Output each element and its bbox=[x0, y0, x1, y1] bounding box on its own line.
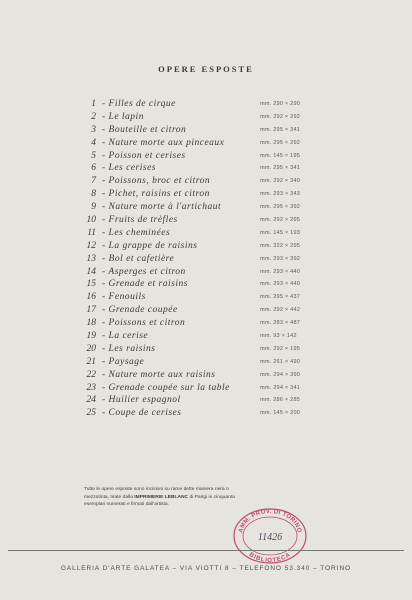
work-title-text: Poissons, broc et citron bbox=[108, 176, 211, 187]
work-title-text: Coupe de cerises bbox=[108, 408, 182, 419]
work-dimensions: mm. 292 × 340 bbox=[260, 178, 301, 185]
work-title-text: Fruits de trèfles bbox=[108, 215, 178, 226]
work-title bbox=[102, 201, 221, 214]
work-dimensions: mm. 283 × 487 bbox=[260, 320, 301, 327]
work-title bbox=[102, 304, 178, 317]
work-number: 11 bbox=[87, 227, 96, 238]
work-title bbox=[102, 175, 210, 188]
work-title bbox=[102, 382, 230, 395]
work-title-text: Grenade coupée sur la table bbox=[108, 382, 230, 393]
work-row bbox=[86, 317, 326, 330]
work-row bbox=[86, 201, 326, 214]
work-title-text: Grenade coupée bbox=[108, 305, 178, 316]
work-title bbox=[102, 150, 186, 163]
work-title-text: Grenade et raisins bbox=[108, 279, 188, 290]
work-row bbox=[86, 394, 326, 407]
printer-name: IMPRIMERIE LEBLANC bbox=[134, 494, 189, 500]
note-line-2-end: di Parigi in cinquanta bbox=[188, 494, 235, 500]
work-dimensions: mm. 292 × 292 bbox=[260, 113, 301, 120]
work-dimensions: mm. 294 × 390 bbox=[260, 371, 301, 378]
work-dimensions: mm. 145 × 200 bbox=[260, 410, 301, 417]
work-row bbox=[86, 278, 326, 291]
work-row bbox=[86, 356, 326, 369]
works-list bbox=[86, 98, 326, 420]
work-dimensions: mm. 93 × 142 bbox=[260, 333, 297, 340]
work-title-text: Poissons et citron bbox=[108, 318, 186, 329]
work-row bbox=[86, 343, 326, 356]
work-number: 2 bbox=[91, 111, 96, 122]
work-number: 10 bbox=[86, 215, 96, 226]
work-title-text: Nature morte aux pinceaux bbox=[108, 137, 225, 148]
work-number: 12 bbox=[86, 240, 96, 251]
work-title bbox=[102, 240, 197, 253]
work-title bbox=[102, 253, 174, 266]
work-dimensions: mm. 293 × 343 bbox=[260, 191, 301, 198]
work-dimensions: mm. 322 × 295 bbox=[260, 242, 301, 249]
work-dimensions: mm. 145 × 195 bbox=[260, 152, 301, 159]
work-number: 9 bbox=[91, 202, 96, 213]
work-title bbox=[102, 137, 224, 150]
work-separator: - bbox=[102, 124, 106, 135]
work-separator: - bbox=[102, 150, 106, 161]
work-separator: - bbox=[102, 408, 106, 419]
work-separator: - bbox=[102, 292, 106, 303]
work-dimensions: mm. 295 × 392 bbox=[260, 204, 301, 211]
work-dimensions: mm. 293 × 392 bbox=[260, 255, 301, 262]
work-title-text: Paysage bbox=[108, 356, 145, 367]
note-line-1: Tutte le opere esposte sono incisioni su rame dette maniera nera o bbox=[84, 487, 229, 492]
work-title bbox=[102, 291, 146, 304]
work-row bbox=[86, 330, 326, 343]
work-number: 6 bbox=[91, 163, 96, 174]
work-separator: - bbox=[102, 215, 106, 226]
work-separator: - bbox=[102, 253, 106, 264]
work-number: 14 bbox=[86, 266, 96, 277]
work-number: 20 bbox=[86, 343, 96, 354]
work-separator: - bbox=[102, 189, 106, 200]
work-row bbox=[86, 175, 326, 188]
work-row bbox=[86, 227, 326, 240]
work-row bbox=[86, 291, 326, 304]
stamp-top-text: AMM. PROV. DI TORINO bbox=[238, 508, 302, 534]
work-number: 1 bbox=[91, 99, 96, 109]
work-row bbox=[86, 98, 326, 111]
work-title bbox=[102, 343, 156, 356]
work-dimensions: mm. 295 × 437 bbox=[260, 294, 301, 301]
work-title bbox=[102, 111, 144, 124]
work-title bbox=[102, 369, 215, 382]
work-title bbox=[102, 330, 148, 343]
stamp-bottom-text: BIBLIOTECA bbox=[247, 551, 293, 565]
work-title bbox=[102, 162, 156, 175]
work-separator: - bbox=[102, 202, 106, 213]
work-row bbox=[86, 304, 326, 317]
work-separator: - bbox=[102, 227, 106, 238]
work-separator: - bbox=[102, 99, 106, 109]
work-number: 15 bbox=[86, 279, 96, 290]
work-number: 17 bbox=[86, 305, 96, 316]
work-separator: - bbox=[102, 111, 106, 122]
work-title-text: La grappe de raisins bbox=[108, 240, 198, 251]
note-line-2-start: mezzotinta, tirate dalla bbox=[84, 494, 135, 500]
work-separator: - bbox=[102, 356, 106, 367]
work-title-text: Pichet, raisins et citron bbox=[108, 189, 210, 200]
work-row bbox=[86, 150, 326, 163]
work-separator: - bbox=[102, 369, 106, 380]
work-separator: - bbox=[102, 240, 106, 251]
work-title-text: Nature morte à l'artichaut bbox=[108, 202, 222, 213]
work-title bbox=[102, 317, 185, 330]
work-row bbox=[86, 124, 326, 137]
work-title-text: Bouteille et citron bbox=[108, 124, 187, 135]
work-title bbox=[102, 124, 186, 137]
work-separator: - bbox=[102, 163, 106, 174]
work-title bbox=[102, 278, 188, 291]
work-dimensions: mm. 295 × 292 bbox=[260, 139, 301, 146]
work-title-text: Nature morte aux raisins bbox=[108, 369, 216, 380]
work-row bbox=[86, 162, 326, 175]
work-dimensions: mm. 293 × 440 bbox=[260, 268, 301, 275]
work-row bbox=[86, 407, 326, 420]
work-number: 7 bbox=[91, 176, 96, 187]
work-separator: - bbox=[102, 279, 106, 290]
work-row bbox=[86, 253, 326, 266]
work-title bbox=[102, 356, 144, 369]
work-number: 21 bbox=[86, 356, 96, 367]
work-title bbox=[102, 98, 176, 111]
work-title bbox=[102, 407, 181, 420]
work-separator: - bbox=[102, 395, 106, 406]
work-row bbox=[86, 240, 326, 253]
work-number: 19 bbox=[86, 331, 96, 342]
work-number: 16 bbox=[86, 292, 96, 303]
gallery-footer: GALLERIA D'ARTE GALATEA – VIA VIOTTI 8 – TELEFONO 53.340 – TORINO bbox=[60, 565, 352, 572]
work-dimensions: mm. 294 × 341 bbox=[260, 384, 301, 391]
work-separator: - bbox=[102, 343, 106, 354]
work-title-text: Filles de cirque bbox=[108, 99, 176, 109]
work-number: 5 bbox=[91, 150, 96, 161]
note-line-3: esemplari numerati e firmati dall'artista. bbox=[84, 502, 169, 508]
work-dimensions: mm. 292 × 295 bbox=[260, 217, 301, 224]
work-title-text: Le lapin bbox=[108, 111, 144, 122]
work-title bbox=[102, 266, 186, 279]
work-title-text: Les cerises bbox=[108, 163, 156, 174]
work-dimensions: mm. 261 × 490 bbox=[260, 358, 301, 365]
work-separator: - bbox=[102, 176, 106, 187]
work-number: 23 bbox=[86, 382, 96, 393]
work-title-text: Bol et cafetière bbox=[108, 253, 175, 264]
work-title bbox=[102, 394, 181, 407]
work-separator: - bbox=[102, 331, 106, 342]
work-number: 3 bbox=[91, 124, 96, 135]
work-row bbox=[86, 137, 326, 150]
work-title bbox=[102, 188, 210, 201]
work-row bbox=[86, 188, 326, 201]
work-title-text: Les cheminées bbox=[108, 227, 171, 238]
work-number: 13 bbox=[86, 253, 96, 264]
work-row bbox=[86, 369, 326, 382]
work-dimensions: mm. 295 × 341 bbox=[260, 165, 301, 172]
work-number: 25 bbox=[86, 408, 96, 419]
work-row bbox=[86, 111, 326, 124]
work-number: 8 bbox=[91, 189, 96, 200]
work-dimensions: mm. 286 × 285 bbox=[260, 397, 301, 404]
note-line-2 bbox=[84, 494, 334, 502]
work-dimensions: mm. 293 × 440 bbox=[260, 281, 301, 288]
work-dimensions: mm. 295 × 341 bbox=[260, 126, 301, 133]
work-dimensions: mm. 292 × 442 bbox=[260, 307, 301, 314]
work-title bbox=[102, 214, 178, 227]
stamp-handwritten-number: 11426 bbox=[257, 532, 283, 543]
work-number: 22 bbox=[86, 369, 96, 380]
work-number: 18 bbox=[86, 318, 96, 329]
work-title bbox=[102, 227, 170, 240]
work-number: 4 bbox=[91, 137, 96, 148]
work-title-text: Les raisins bbox=[108, 343, 156, 354]
work-separator: - bbox=[102, 137, 106, 148]
work-number: 24 bbox=[86, 395, 96, 406]
work-row bbox=[86, 382, 326, 395]
work-dimensions: mm. 290 × 290 bbox=[260, 101, 301, 107]
work-separator: - bbox=[102, 318, 106, 329]
work-title-text: Huilier espagnol bbox=[108, 395, 181, 406]
work-row bbox=[86, 266, 326, 279]
work-separator: - bbox=[102, 382, 106, 393]
footer-divider bbox=[8, 550, 404, 551]
work-title-text: Fenouils bbox=[108, 292, 146, 303]
page-title: OPERE ESPOSTE bbox=[158, 64, 254, 74]
work-dimensions: mm. 145 × 193 bbox=[260, 229, 301, 236]
work-title-text: Poisson et cerises bbox=[108, 150, 186, 161]
library-stamp bbox=[230, 504, 310, 566]
work-separator: - bbox=[102, 305, 106, 316]
work-row bbox=[86, 214, 326, 227]
work-dimensions: mm. 292 × 195 bbox=[260, 345, 301, 352]
work-title-text: Asperges et citron bbox=[108, 266, 186, 277]
work-title-text: La cerise bbox=[108, 331, 149, 342]
work-separator: - bbox=[102, 266, 106, 277]
